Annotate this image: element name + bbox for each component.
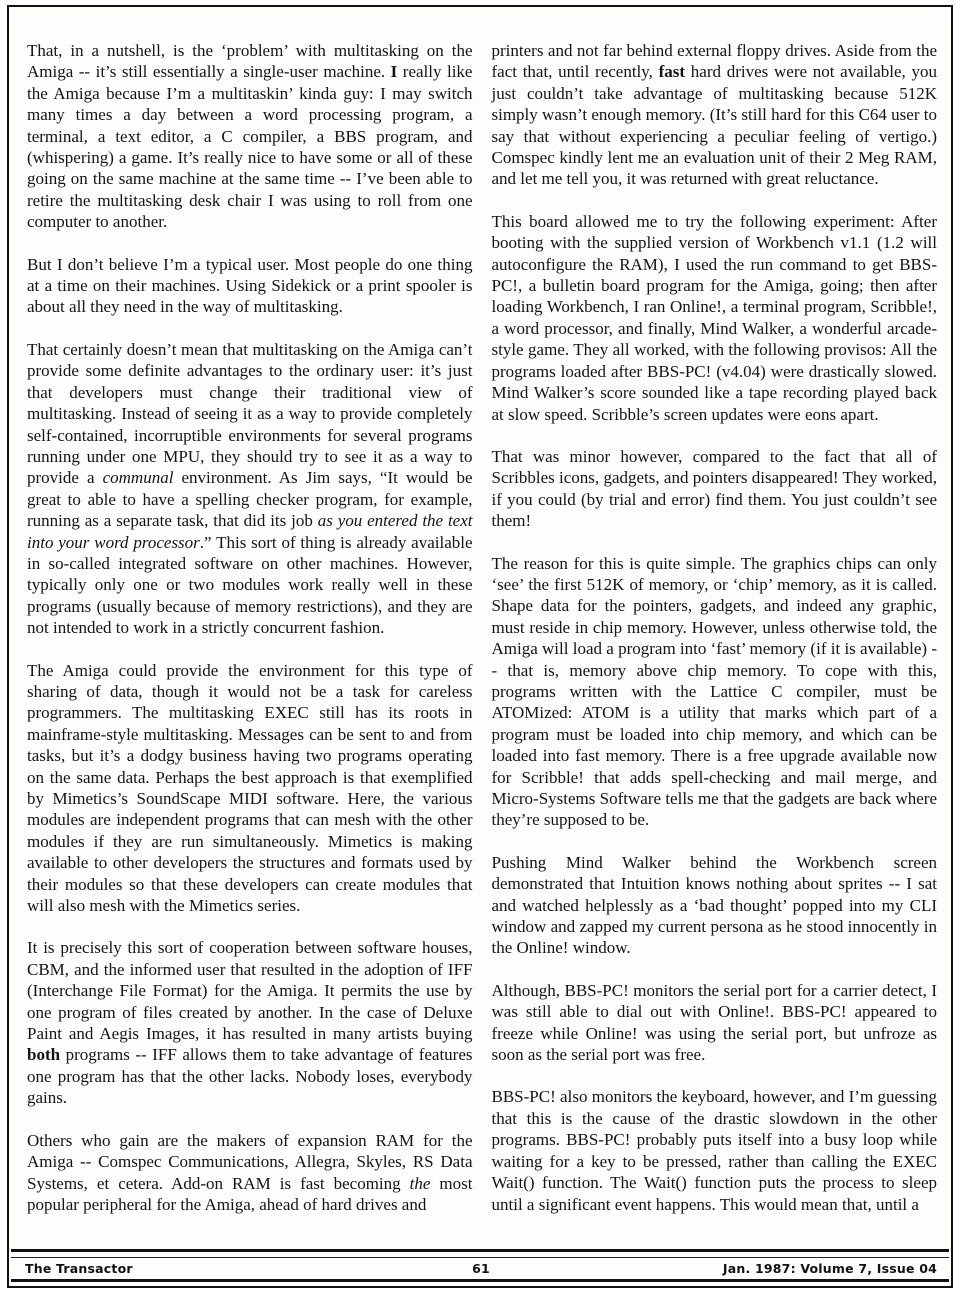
article-text-emphasis: communal [102,468,174,488]
article-text: That, in a nutshell, is the ‘problem’ with multitasking on the Amiga -- it’s still essentially a single-user machine. [27,41,473,82]
article-text: Pushing Mind Walker behind the Workbench screen demonstrated that Intuition knows nothing about sprites -- I sat and watched helplessly as a ‘bad thought’ popped into my CLI window and zapped my current persona as he stood innocently in the Online! window. [491,852,937,958]
article-text: environment. As Jim says, “It would be great to able to have a spelling checker program, for example, running as a separate task, that did its job [27,468,473,531]
article-text: most popular peripheral for the Amiga, ahead of hard drives and [27,1173,473,1214]
page-footer [9,1249,951,1282]
article-text: That certainly doesn’t mean that multitasking on the Amiga can’t provide some definite advantages to the ordinary user: it’s just that developers must change their traditional view of multitasking. Instead of seeing it as a way to provide completely self-contained, incorruptible environments for several programs running under one MPU, they should try to see it as a way to provide a [27,339,473,488]
article-text: BBS-PC! also monitors the keyboard, however, and I’m guessing that this is the cause of the drastic slowdown in the other programs. BBS-PC! probably puts itself into a busy loop while waiting for a key to be pressed, rather than calling the EXEC Wait() function. The Wait() function puts the process to sleep until a significant event happens. This would mean that, until a [491,1087,937,1214]
article-text: It is precisely this sort of cooperation between software houses, CBM, and the informed user that resulted in the adoption of IFF (Interchange File Format) for the Amiga. It permits the use by one program of files created by another. In the case of Deluxe Paint and Aegis Images, it has resulted in many artists buying [27,938,473,1044]
article-text: But I don’t believe I’m a typical user. Most people do one thing at a time on their machines. Using Sidekick or a print spooler is about all they need in the way of multitasking. [27,254,473,317]
article-text: .” This sort of thing is already available in so-called integrated software on other machines. However, typically only one or two modules work really well in these programs (usually because of memory restrictions), and they are not intended to work in a strictly concurrent fashion. [27,532,473,638]
article-paragraph [27,660,473,917]
article-paragraph [27,1130,473,1214]
article-text: Although, BBS-PC! monitors the serial port for a carrier detect, I was still able to dial out with Online!. BBS-PC! appeared to freeze while Online! was using the serial port, but unfroze as soon as the serial port was free. [491,980,937,1065]
article-text-emphasis: the [409,1173,431,1193]
article-paragraph [492,553,938,831]
article-text-emphasis: as you entered the text into your word processor [27,511,473,552]
article-text: The Amiga could provide the environment for this type of sharing of data, though it would not be a task for careless programmers. The multitasking EXEC still has its roots in mainframe-style multitasking. Messages can be sent to and from tasks, but it’s a dodgy business having two programs operating on the same data. Perhaps the best approach is that exemplified by Mimetics’s SoundScape MIDI software. Here, the various modules are independent programs that can mesh with the other modules if they are run simultaneously. Mimetics is making available to other developers the structures and formats used by their modules so that these developers can create modules that will also mesh with the Mimetics series. [27,660,473,916]
article-text: The reason for this is quite simple. The graphics chips can only ‘see’ the first 512K of memory, or ‘chip’ memory, as it is called. Shape data for the pointers, gadgets, and indeed any graphic, must reside in chip memory. However, unless otherwise told, the Amiga will load a program into ‘fast’ memory (if it is available) -- that is, memory above chip memory. To cope with this, programs written with the Lattice C compiler, must be ATOMized: ATOM is a utility that marks which part of a program must be loaded into chip memory, and which can be loaded into fast memory. There is a free upgrade available now for Scribble! that adds spell-checking and mail merge, and Micro-Systems Software tells me that the gadgets are back where they’re supposed to be. [491,553,937,830]
article-text: That was minor however, compared to the fact that all of Scribbles icons, gadgets, and pointers disappeared! They worked, if you could (by trial and error) find them. You just couldn’t see them! [491,446,937,531]
footer-journal-title: The Transactor [25,1261,133,1276]
article-columns [27,40,937,1214]
article-text: This board allowed me to try the following experiment: After booting with the supplied version of Workbench v1.1 (1.2 will autoconfigure the RAM), I used the run command to get BBS-PC!, a bulletin board program for the Amiga, going; then after loading Workbench, I ran Online!, a terminal program, Scribble!, a word processor, and finally, Mind Walker, a wonderful arcade-style game. They all worked, with the following provisos: All the programs loaded after BBS-PC! (v4.04) were drastically slowed. Mind Walker’s score sounded like a tape recording played back at slow speed. Scribble’s screen updates were eons apart. [491,211,937,424]
article-text-emphasis: both [27,1045,61,1065]
magazine-page [7,5,953,1288]
article-column-left [27,40,473,1214]
article-paragraph [492,852,938,959]
article-text: Others who gain are the makers of expansion RAM for the Amiga -- Comspec Communications, Allegra, Skyles, RS Data Systems, et cetera. Add-on RAM is fast becoming [27,1130,473,1193]
article-text-emphasis: I [390,62,398,82]
footer-issue-info: Jan. 1987: Volume 7, Issue 04 [722,1261,938,1276]
footer-bar [11,1258,949,1282]
article-paragraph [492,446,938,532]
article-paragraph [492,40,938,190]
footer-rule-top [11,1249,949,1252]
article-text-emphasis: fast [658,62,686,82]
article-paragraph [492,980,938,1066]
article-paragraph [492,1086,938,1214]
footer-page-number: 61 [472,1261,490,1276]
article-paragraph [27,254,473,318]
article-text: printers and not far behind external floppy drives. Aside from the fact that, until recently, [491,41,937,82]
article-paragraph [27,937,473,1108]
article-text: hard drives were not available, you just couldn’t take advantage of multitasking because 512K simply wasn’t enough memory. (It’s still hard for this C64 user to say that without experiencing a peculiar feeling of vertigo.) Comspec kindly lent me an evaluation unit of their 2 Meg RAM, and let me tell you, it was returned with great reluctance. [491,62,937,189]
article-paragraph [27,339,473,639]
article-paragraph [492,211,938,425]
article-paragraph [27,40,473,233]
article-text: programs -- IFF allows them to take advantage of features one program has that the other lacks. Nobody loses, everybody gains. [27,1045,473,1108]
article-text: really like the Amiga because I’m a multitaskin’ kinda guy: I may switch many times a day between a word processing program, a terminal, a text editor, a C compiler, a BBS program, and (whispering) a game. It’s really nice to have some or all of these going on the same machine at the same time -- I’ve been able to retire the multitasking desk chair I was using to roll from one computer to another. [27,62,473,232]
article-column-right [492,40,938,1214]
